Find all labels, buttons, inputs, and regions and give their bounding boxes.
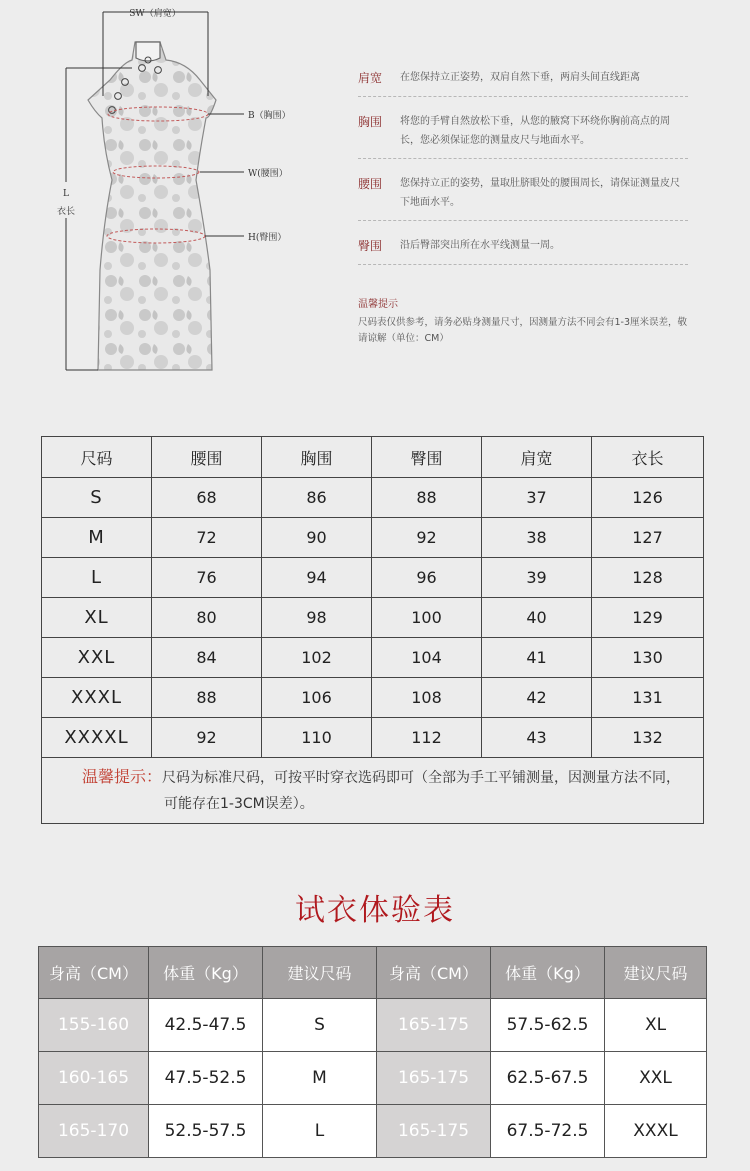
column-header: 尺码 <box>42 437 152 478</box>
measurement-item <box>358 106 688 159</box>
size-cell: XXXL <box>42 678 152 718</box>
table-row <box>39 1052 707 1105</box>
size-cell: L <box>42 558 152 598</box>
table-cell: 41 <box>482 638 592 678</box>
table-row <box>42 518 704 558</box>
table-cell: 76 <box>152 558 262 598</box>
height-cell: 165-175 <box>377 1052 491 1105</box>
table-cell: 96 <box>372 558 482 598</box>
measurement-desc: 在您保持立正姿势，双肩自然下垂，两肩头间直线距离 <box>400 72 640 83</box>
table-cell: 131 <box>592 678 704 718</box>
measurement-diagram <box>0 0 340 400</box>
fit-experience-title: 试衣体验表 <box>295 893 455 928</box>
table-row <box>42 478 704 518</box>
table-cell: 98 <box>262 598 372 638</box>
table-row <box>39 999 707 1052</box>
table-cell: 42 <box>482 678 592 718</box>
measurement-item <box>358 62 688 97</box>
size-cell: S <box>263 999 377 1052</box>
note-label: 温馨提示： <box>82 767 163 786</box>
table-row <box>39 1105 707 1158</box>
table-cell: 88 <box>372 478 482 518</box>
column-header: 身高（CM） <box>39 947 149 999</box>
weight-cell: 67.5-72.5 <box>491 1105 605 1158</box>
height-cell: 160-165 <box>39 1052 149 1105</box>
column-header: 衣长 <box>592 437 704 478</box>
table-cell: 92 <box>152 718 262 758</box>
measurement-term: 胸围 <box>358 115 383 129</box>
weight-cell: 42.5-47.5 <box>149 999 263 1052</box>
table-header-row <box>42 437 704 478</box>
table-cell: 126 <box>592 478 704 518</box>
size-cell: M <box>263 1052 377 1105</box>
table-cell: 104 <box>372 638 482 678</box>
table-cell: 92 <box>372 518 482 558</box>
size-cell: XXXXL <box>42 718 152 758</box>
weight-cell: 57.5-62.5 <box>491 999 605 1052</box>
measurement-desc: 您保持立正的姿势，量取肚脐眼处的腰围周长，请保证测量皮尺下地面水平。 <box>400 178 680 208</box>
weight-cell: 47.5-52.5 <box>149 1052 263 1105</box>
table-cell: 40 <box>482 598 592 638</box>
table-row <box>42 598 704 638</box>
table-row <box>42 558 704 598</box>
column-header: 身高（CM） <box>377 947 491 999</box>
size-cell: M <box>42 518 152 558</box>
column-header: 体重（Kg） <box>149 947 263 999</box>
size-cell: XL <box>42 598 152 638</box>
column-header: 肩宽 <box>482 437 592 478</box>
table-row <box>42 638 704 678</box>
note-line-2: 可能存在1-3CM误差）。 <box>164 796 314 812</box>
table-cell: 129 <box>592 598 704 638</box>
measurement-tip <box>358 295 688 347</box>
column-header: 建议尺码 <box>263 947 377 999</box>
table-cell: 84 <box>152 638 262 678</box>
table-cell: 88 <box>152 678 262 718</box>
table-cell: 90 <box>262 518 372 558</box>
measurement-term: 臀围 <box>358 239 383 253</box>
weight-cell: 62.5-67.5 <box>491 1052 605 1105</box>
size-cell: XL <box>605 999 707 1052</box>
size-cell: XXL <box>605 1052 707 1105</box>
tip-body: 尺码表仅供参考，请务必贴身测量尺寸，因测量方法不同会有1-3厘米误差，敬请谅解（单位：CM） <box>358 317 688 344</box>
column-header: 体重（Kg） <box>491 947 605 999</box>
h-label: H(臀围） <box>248 233 287 243</box>
qipao-illustration <box>0 0 340 400</box>
table-row <box>42 678 704 718</box>
w-label: W(腰围） <box>248 169 288 179</box>
table-cell: 39 <box>482 558 592 598</box>
height-cell: 165-175 <box>377 999 491 1052</box>
table-cell: 110 <box>262 718 372 758</box>
table-cell: 108 <box>372 678 482 718</box>
fit-experience-table <box>38 946 707 1158</box>
table-cell: 86 <box>262 478 372 518</box>
l-label: L <box>63 189 69 199</box>
table-cell: 128 <box>592 558 704 598</box>
size-note <box>42 758 704 824</box>
table-note-row <box>42 758 704 824</box>
measurement-desc: 将您的手臂自然放松下垂，从您的腋窝下环绕你胸前高点的周长，您必须保证您的测量皮尺与地面水平。 <box>400 116 670 146</box>
column-header: 臀围 <box>372 437 482 478</box>
size-cell: S <box>42 478 152 518</box>
note-line-1: 尺码为标准尺码，可按平时穿衣选码即可（全部为手工平铺测量，因测量方法不同， <box>162 770 681 786</box>
weight-cell: 52.5-57.5 <box>149 1105 263 1158</box>
table-cell: 112 <box>372 718 482 758</box>
table-cell: 100 <box>372 598 482 638</box>
height-cell: 165-175 <box>377 1105 491 1158</box>
height-cell: 165-170 <box>39 1105 149 1158</box>
table-cell: 80 <box>152 598 262 638</box>
size-cell: XXXL <box>605 1105 707 1158</box>
table-cell: 132 <box>592 718 704 758</box>
measurement-item <box>358 168 688 221</box>
measurement-instructions <box>358 62 688 274</box>
size-cell: L <box>263 1105 377 1158</box>
table-cell: 106 <box>262 678 372 718</box>
table-row <box>42 718 704 758</box>
size-chart-table <box>41 436 704 824</box>
table-cell: 68 <box>152 478 262 518</box>
measurement-item <box>358 230 688 265</box>
table-header-row <box>39 947 707 999</box>
table-cell: 72 <box>152 518 262 558</box>
sw-label: SW（肩宽） <box>129 9 181 19</box>
table-cell: 127 <box>592 518 704 558</box>
table-cell: 102 <box>262 638 372 678</box>
table-cell: 130 <box>592 638 704 678</box>
b-label: B（胸围） <box>248 111 291 121</box>
tip-title: 温馨提示 <box>358 299 398 310</box>
size-cell: XXL <box>42 638 152 678</box>
measurement-term: 肩宽 <box>358 71 383 85</box>
table-cell: 94 <box>262 558 372 598</box>
column-header: 胸围 <box>262 437 372 478</box>
table-cell: 38 <box>482 518 592 558</box>
l-text: 衣长 <box>56 207 76 217</box>
column-header: 腰围 <box>152 437 262 478</box>
measurement-term: 腰围 <box>358 177 383 191</box>
table-cell: 43 <box>482 718 592 758</box>
column-header: 建议尺码 <box>605 947 707 999</box>
measurement-desc: 沿后臀部突出所在水平线测量一周。 <box>400 240 560 251</box>
table-cell: 37 <box>482 478 592 518</box>
height-cell: 155-160 <box>39 999 149 1052</box>
